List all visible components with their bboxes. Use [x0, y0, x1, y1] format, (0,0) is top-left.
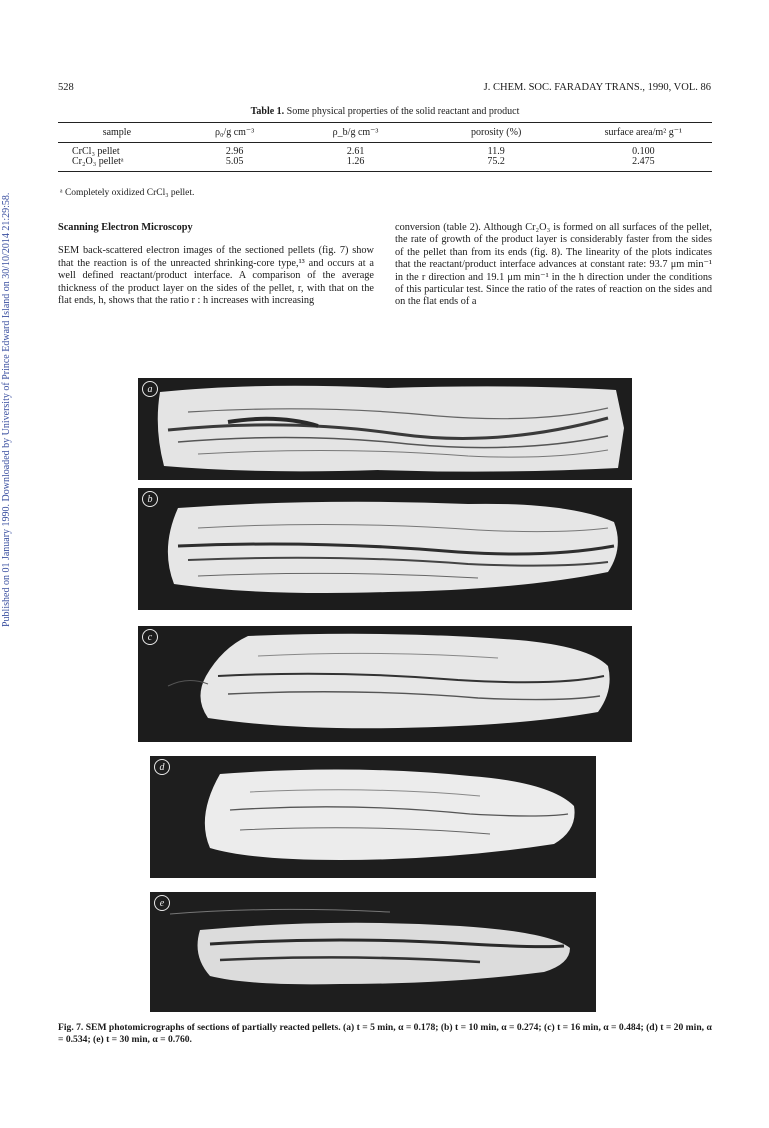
table-cell: CrCl₃ pellet [72, 146, 120, 157]
micrograph-d-image [150, 756, 596, 878]
running-header: J. CHEM. SOC. FARADAY TRANS., 1990, VOL. 86 [483, 82, 711, 93]
micrograph-b [138, 488, 632, 610]
column-header: ρ_b/g cm⁻³ [293, 123, 417, 143]
micrograph-c-image [138, 626, 632, 742]
table-title-label: Table 1. [250, 106, 285, 117]
panel-label: b [142, 491, 158, 507]
table-row [58, 157, 712, 172]
table-title-text: Some physical properties of the solid reactant and product [284, 106, 520, 117]
table-footnote: ᵃ Completely oxidized CrCl₃ pellet. [60, 188, 195, 198]
table-cell: 2.475 [632, 156, 655, 167]
table-cell: 75.2 [487, 156, 505, 167]
table-cell: 2.61 [346, 146, 365, 157]
panel-label: a [142, 381, 158, 397]
micrograph-c [138, 626, 632, 742]
body-paragraph: SEM back-scattered electron images of the sectioned pellets (fig. 7) show that the reaction is of the unreacted shrinking-core type,¹³ and occurs at a well defined reactant/product interface. A comparison of the average thickness of the product layer on the sides of the pellet, r, with that on the flat ends, h, shows that the ratio r : h increases with increasing [58, 245, 374, 307]
panel-label: e [154, 895, 170, 911]
column-header: surface area/m² g⁻¹ [575, 123, 712, 143]
column-header: sample [58, 123, 176, 143]
micrograph-a-image [138, 378, 632, 480]
table-cell: 1.26 [346, 156, 365, 167]
left-column [58, 222, 374, 307]
page-number: 528 [58, 82, 74, 93]
table-header-row [58, 123, 712, 143]
table-title [58, 106, 712, 117]
micrograph-b-image [138, 488, 632, 610]
panel-label: d [154, 759, 170, 775]
table-cell: Cr₂O₃ pelletᵃ [72, 156, 124, 167]
micrograph-a [138, 378, 632, 480]
table-cell: 11.9 [487, 146, 505, 157]
micrograph-d [150, 756, 596, 878]
column-header: ρ₀/g cm⁻³ [176, 123, 294, 143]
table-cell: 5.05 [225, 156, 244, 167]
table-cell: 0.100 [632, 146, 655, 157]
table-cell: 2.96 [225, 146, 244, 157]
section-heading: Scanning Electron Microscopy [58, 222, 193, 233]
properties-table [58, 122, 712, 172]
panel-label: c [142, 629, 158, 645]
body-paragraph: conversion (table 2). Although Cr₂O₃ is formed on all surfaces of the pellet, the rate of growth of the product layer is considerably faster from the sides of the pellet than from its ends (fig. 8). The linearity of the plots indicates that the reactant/product interface advances at constant rate: 93.7 μm min⁻¹ in the r direction and 19.1 μm min⁻¹ in the h direction under the conditions of this particular test. Since the ratio of the rates of reaction on the sides and on the flat ends of a [395, 222, 712, 308]
figure-caption: Fig. 7. SEM photomicrographs of sections of partially reacted pellets. (a) t = 5 min, α = 0.178; (b) t = 10 min, α = 0.274; (c) t = 16 min, α = 0.484; (d) t = 20 min, α = 0.534; (e) t = 30 min, α = 0.760. [58, 1022, 712, 1045]
column-header: porosity (%) [418, 123, 575, 143]
micrograph-e [150, 892, 596, 1012]
micrograph-e-image [150, 892, 596, 1012]
download-notice: Published on 01 January 1990. Downloaded by University of Prince Edward Island on 30/10/2014 21:29:58. [1, 192, 12, 627]
right-column [395, 222, 712, 309]
table-row [58, 143, 712, 158]
